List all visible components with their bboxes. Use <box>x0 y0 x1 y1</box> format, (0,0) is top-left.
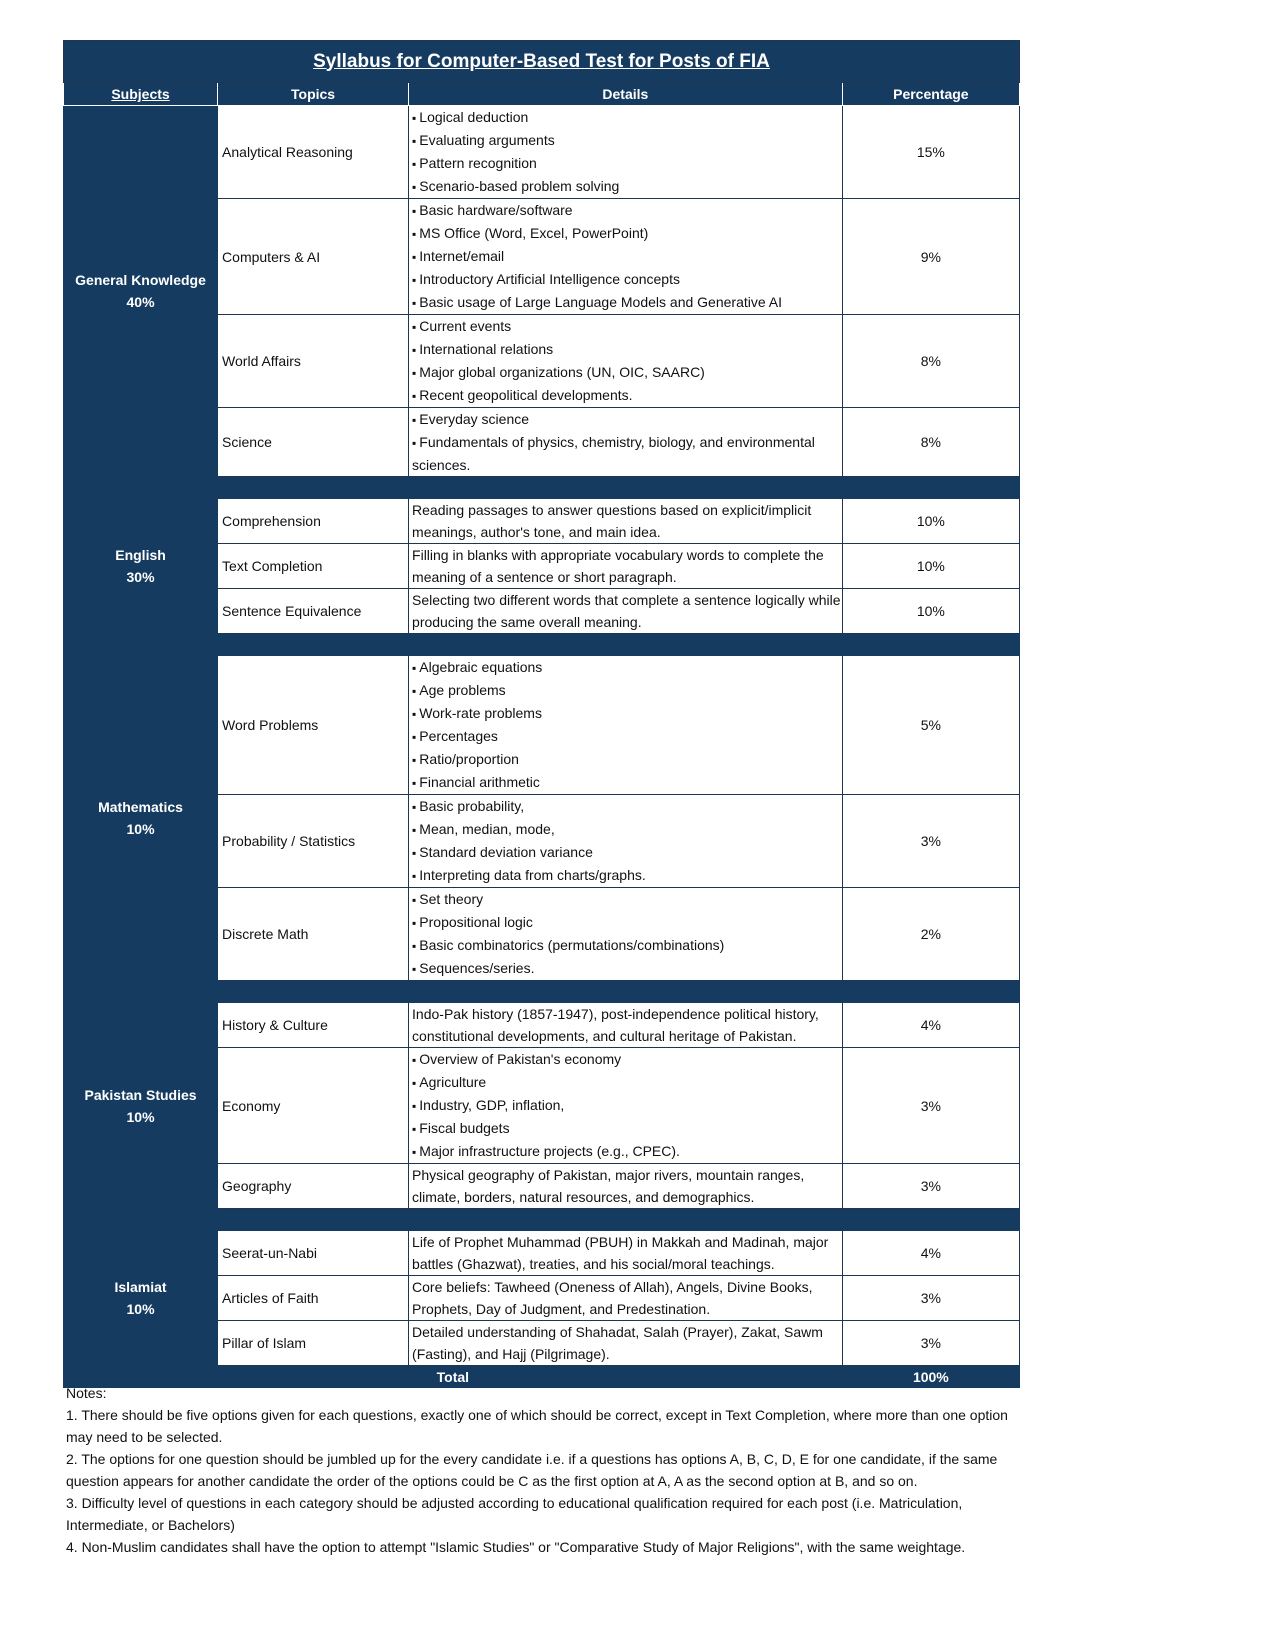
subject-weight: 10% <box>126 1301 155 1317</box>
detail-bullet: ▪ Standard deviation variance <box>412 841 842 864</box>
subject-name: English <box>115 547 166 563</box>
detail-bullet: ▪ Basic combinatorics (permutations/combinations) <box>412 934 842 957</box>
topic-cell: Sentence Equivalence <box>218 589 409 634</box>
detail-bullet: ▪ Set theory <box>412 888 842 911</box>
detail-bullet: ▪ Scenario-based problem solving <box>412 175 842 198</box>
percentage-cell: 5% <box>842 656 1019 795</box>
divider-cell <box>409 981 843 1003</box>
percentage-cell: 3% <box>842 1276 1019 1321</box>
subject-weight: 10% <box>126 1108 155 1125</box>
topic-cell: Seerat-un-Nabi <box>218 1231 409 1276</box>
notes-heading: Notes: <box>66 1385 107 1401</box>
header-details: Details <box>409 83 843 106</box>
header-percentage: Percentage <box>842 83 1019 106</box>
detail-bullet: ▪ Evaluating arguments <box>412 129 842 152</box>
divider-cell <box>842 477 1019 499</box>
topic-cell: Economy <box>218 1048 409 1164</box>
divider-cell <box>218 634 409 656</box>
divider-cell <box>64 477 218 499</box>
divider-cell <box>842 634 1019 656</box>
topic-cell: Word Problems <box>218 656 409 795</box>
section-divider <box>64 981 1020 1003</box>
divider-cell <box>64 634 218 656</box>
percentage-cell: 10% <box>842 544 1019 589</box>
details-cell <box>409 1231 843 1276</box>
topic-cell: Probability / Statistics <box>218 795 409 888</box>
detail-bullet: ▪ Pattern recognition <box>412 152 842 175</box>
total-label: Total <box>64 1366 843 1388</box>
subject-cell <box>64 106 218 477</box>
detail-bullet: ▪ Overview of Pakistan's economy <box>412 1048 842 1071</box>
details-cell <box>409 544 843 589</box>
header-topics: Topics <box>218 83 409 106</box>
subject-name: Pakistan Studies <box>84 1086 197 1103</box>
topic-cell: Articles of Faith <box>218 1276 409 1321</box>
details-cell <box>409 1048 843 1164</box>
detail-bullet: ▪ Work-rate problems <box>412 702 842 725</box>
topic-cell: Geography <box>218 1164 409 1209</box>
details-cell <box>409 499 843 544</box>
subject-weight: 30% <box>126 569 155 585</box>
detail-bullet: ▪ Basic usage of Large Language Models and Generative AI <box>412 291 842 314</box>
divider-cell <box>64 1209 218 1231</box>
detail-bullet: ▪ Fundamentals of physics, chemistry, biology, and environmental <box>412 431 842 454</box>
divider-cell <box>842 1209 1019 1231</box>
note-item: 4. Non-Muslim candidates shall have the option to attempt "Islamic Studies" or "Comparative Study of Major Religions", with the same weightage. <box>66 1539 966 1555</box>
details-cell <box>409 199 843 315</box>
detail-bullet: ▪ Major infrastructure projects (e.g., CPEC). <box>412 1140 842 1163</box>
percentage-cell: 10% <box>842 589 1019 634</box>
detail-bullet: ▪ Logical deduction <box>412 106 842 129</box>
detail-bullet: ▪ Algebraic equations <box>412 656 842 679</box>
divider-cell <box>218 1209 409 1231</box>
subject-cell <box>64 656 218 981</box>
subject-name: Islamiat <box>114 1279 167 1295</box>
percentage-cell: 9% <box>842 199 1019 315</box>
topic-cell: Comprehension <box>218 499 409 544</box>
details-cell <box>409 888 843 981</box>
details-cell <box>409 1276 843 1321</box>
percentage-cell: 3% <box>842 1164 1019 1209</box>
details-cell <box>409 1321 843 1366</box>
table-row <box>64 1003 1020 1048</box>
detail-bullet: ▪ Agriculture <box>412 1071 842 1094</box>
topic-cell: Discrete Math <box>218 888 409 981</box>
topic-cell: Text Completion <box>218 544 409 589</box>
detail-bullet: ▪ Basic probability, <box>412 795 842 818</box>
detail-bullet: ▪ Propositional logic <box>412 911 842 934</box>
divider-cell <box>409 634 843 656</box>
percentage-cell: 8% <box>842 315 1019 408</box>
detail-text: Filling in blanks with appropriate vocabulary words to complete the meaning of a sentence or short paragraph. <box>412 547 824 585</box>
detail-text: Reading passages to answer questions based on explicit/implicit meanings, author's tone, and main idea. <box>412 502 812 540</box>
divider-cell <box>218 981 409 1003</box>
percentage-cell: 10% <box>842 499 1019 544</box>
percentage-cell: 2% <box>842 888 1019 981</box>
percentage-cell: 8% <box>842 408 1019 477</box>
detail-bullet: ▪ Mean, median, mode, <box>412 818 842 841</box>
detail-bullet: ▪ Financial arithmetic <box>412 771 842 794</box>
details-cell <box>409 315 843 408</box>
topic-cell: World Affairs <box>218 315 409 408</box>
section-divider <box>64 634 1020 656</box>
divider-cell <box>842 981 1019 1003</box>
subject-cell <box>64 1231 218 1366</box>
subject-weight: 40% <box>126 294 155 310</box>
topic-cell: Science <box>218 408 409 477</box>
divider-cell <box>409 477 843 499</box>
details-cell <box>409 408 843 477</box>
detail-bullet: ▪ Fiscal budgets <box>412 1117 842 1140</box>
percentage-cell: 3% <box>842 1321 1019 1366</box>
percentage-cell: 3% <box>842 1048 1019 1164</box>
syllabus-table <box>63 40 1020 1388</box>
divider-cell <box>409 1209 843 1231</box>
note-item: 3. Difficulty level of questions in each category should be adjusted according to educational qualification required for each post (i.e. Matriculation, Intermediate, or Bachelors) <box>66 1495 963 1533</box>
details-cell <box>409 795 843 888</box>
detail-bullet: ▪ Industry, GDP, inflation, <box>412 1094 842 1117</box>
detail-text: Physical geography of Pakistan, major rivers, mountain ranges, climate, borders, natural resources, and demographics. <box>412 1167 805 1205</box>
topic-cell: History & Culture <box>218 1003 409 1048</box>
header-subjects: Subjects <box>64 83 218 106</box>
detail-bullet: ▪ Recent geopolitical developments. <box>412 384 842 407</box>
subject-cell <box>64 499 218 634</box>
detail-text: Indo-Pak history (1857-1947), post-independence political history, constitutional developments, and cultural heritage of Pakistan. <box>412 1006 819 1044</box>
detail-bullet: ▪ MS Office (Word, Excel, PowerPoint) <box>412 222 842 245</box>
detail-bullet: ▪ Basic hardware/software <box>412 199 842 222</box>
topic-cell: Analytical Reasoning <box>218 106 409 199</box>
table-row <box>64 1231 1020 1276</box>
title-row <box>64 41 1020 83</box>
detail-bullet: ▪ Sequences/series. <box>412 957 842 980</box>
table-row <box>64 106 1020 199</box>
detail-bullet: ▪ International relations <box>412 338 842 361</box>
detail-text: Core beliefs: Tawheed (Oneness of Allah), Angels, Divine Books, Prophets, Day of Judgment, and Predestination. <box>412 1279 813 1317</box>
divider-cell <box>218 477 409 499</box>
details-cell <box>409 589 843 634</box>
detail-continuation: sciences. <box>412 457 471 473</box>
detail-text: Life of Prophet Muhammad (PBUH) in Makkah and Madinah, major battles (Ghazwat), treaties, and his social/moral teachings. <box>412 1234 829 1272</box>
details-cell <box>409 656 843 795</box>
detail-text: Selecting two different words that complete a sentence logically while producing the same overall meaning. <box>412 592 841 630</box>
header-row <box>64 83 1020 106</box>
subject-name: Mathematics <box>98 799 183 815</box>
detail-bullet: ▪ Ratio/proportion <box>412 748 842 771</box>
topic-cell: Computers & AI <box>218 199 409 315</box>
detail-text: Detailed understanding of Shahadat, Salah (Prayer), Zakat, Sawm (Fasting), and Hajj (Pilgrimage). <box>412 1324 823 1362</box>
details-cell <box>409 106 843 199</box>
page-title: Syllabus for Computer-Based Test for Posts of FIA <box>64 41 1020 83</box>
detail-bullet: ▪ Age problems <box>412 679 842 702</box>
percentage-cell: 4% <box>842 1231 1019 1276</box>
section-divider <box>64 1209 1020 1231</box>
detail-bullet: ▪ Everyday science <box>412 408 842 431</box>
syllabus-table-body <box>64 41 1020 1388</box>
note-item: 1. There should be five options given for each questions, exactly one of which should be correct, except in Text Completion, where more than one option may need to be selected. <box>66 1407 1008 1445</box>
total-value: 100% <box>842 1366 1019 1388</box>
divider-cell <box>64 981 218 1003</box>
details-cell <box>409 1164 843 1209</box>
detail-bullet: ▪ Percentages <box>412 725 842 748</box>
note-item: 2. The options for one question should be jumbled up for the every candidate i.e. if a questions has options A, B, C, D, E for one candidate, if the same question appears for another candidate the order of the options could be C as the first option at A, A as the second option at B, and so on. <box>66 1451 998 1489</box>
details-cell <box>409 1003 843 1048</box>
subject-weight: 10% <box>126 821 155 837</box>
percentage-cell: 4% <box>842 1003 1019 1048</box>
table-row <box>64 656 1020 795</box>
notes-section <box>66 1382 1026 1558</box>
percentage-cell: 3% <box>842 795 1019 888</box>
detail-bullet: ▪ Internet/email <box>412 245 842 268</box>
table-row <box>64 499 1020 544</box>
subject-name: General Knowledge <box>75 272 206 288</box>
detail-bullet: ▪ Interpreting data from charts/graphs. <box>412 864 842 887</box>
detail-bullet: ▪ Major global organizations (UN, OIC, SAARC) <box>412 361 842 384</box>
topic-cell: Pillar of Islam <box>218 1321 409 1366</box>
detail-bullet: ▪ Introductory Artificial Intelligence concepts <box>412 268 842 291</box>
section-divider <box>64 477 1020 499</box>
detail-bullet: ▪ Current events <box>412 315 842 338</box>
subject-cell <box>64 1003 218 1209</box>
percentage-cell: 15% <box>842 106 1019 199</box>
